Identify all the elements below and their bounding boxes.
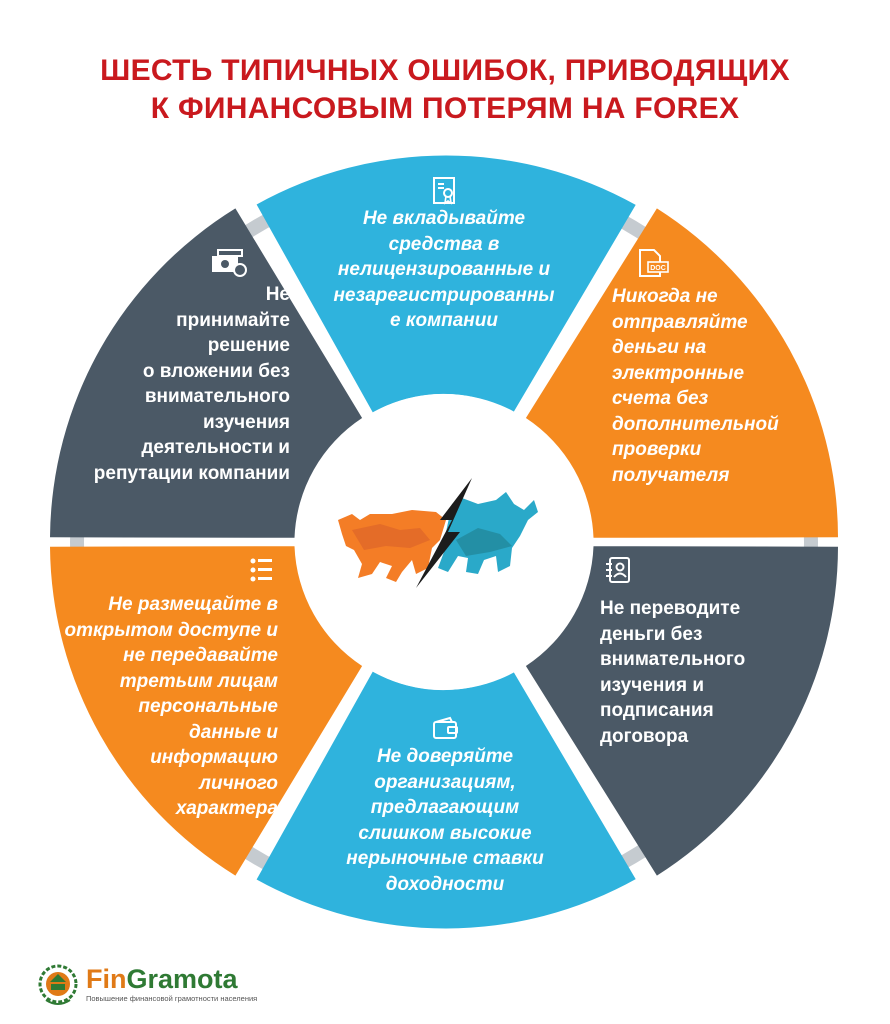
- segment-bottom-text: Не доверяйте организациям, предлагающим слишком высокие нерыночные ставки доходности: [346, 746, 544, 895]
- svg-text:DOC: DOC: [650, 265, 666, 272]
- money-bills-icon: [210, 248, 248, 278]
- logo-subtitle: Повышение финансовой грамотности населения: [86, 994, 258, 1003]
- segment-upper-left-text: Не принимайте решение о вложении без внимательного изучения деятельности и репутации компании: [93, 284, 290, 484]
- wallet-icon: [432, 716, 460, 740]
- fingramota-logo: [36, 962, 276, 1010]
- title-line-2: К ФИНАНСОВЫМ ПОТЕРЯМ НА FOREX: [150, 92, 740, 125]
- segment-lower-left-text: Не размещайте в открытом доступе и не передавайте третьим лицам персональные данные и информацию личного характера: [64, 594, 278, 819]
- certificate-icon: [432, 176, 458, 206]
- segment-top-text: Не вкладывайте средства в нелицензированные и незарегистрированны е компании: [333, 208, 555, 331]
- segment-lower-right-text: Не переводите деньги без внимательного изучения и подписания договора: [600, 598, 746, 747]
- logo-name: FinGramota: [86, 964, 238, 994]
- doc-file-icon: [636, 248, 670, 278]
- personal-data-list-icon: [248, 556, 274, 586]
- fingramota-emblem-icon: [36, 962, 80, 1010]
- segment-upper-right-text: Никогда не отправляйте деньги на электронные счета без дополнительной проверки получателя: [612, 286, 779, 486]
- title-line-1: ШЕСТЬ ТИПИЧНЫХ ОШИБОК, ПРИВОДЯЩИХ: [100, 54, 790, 87]
- contacts-book-icon: [604, 556, 632, 584]
